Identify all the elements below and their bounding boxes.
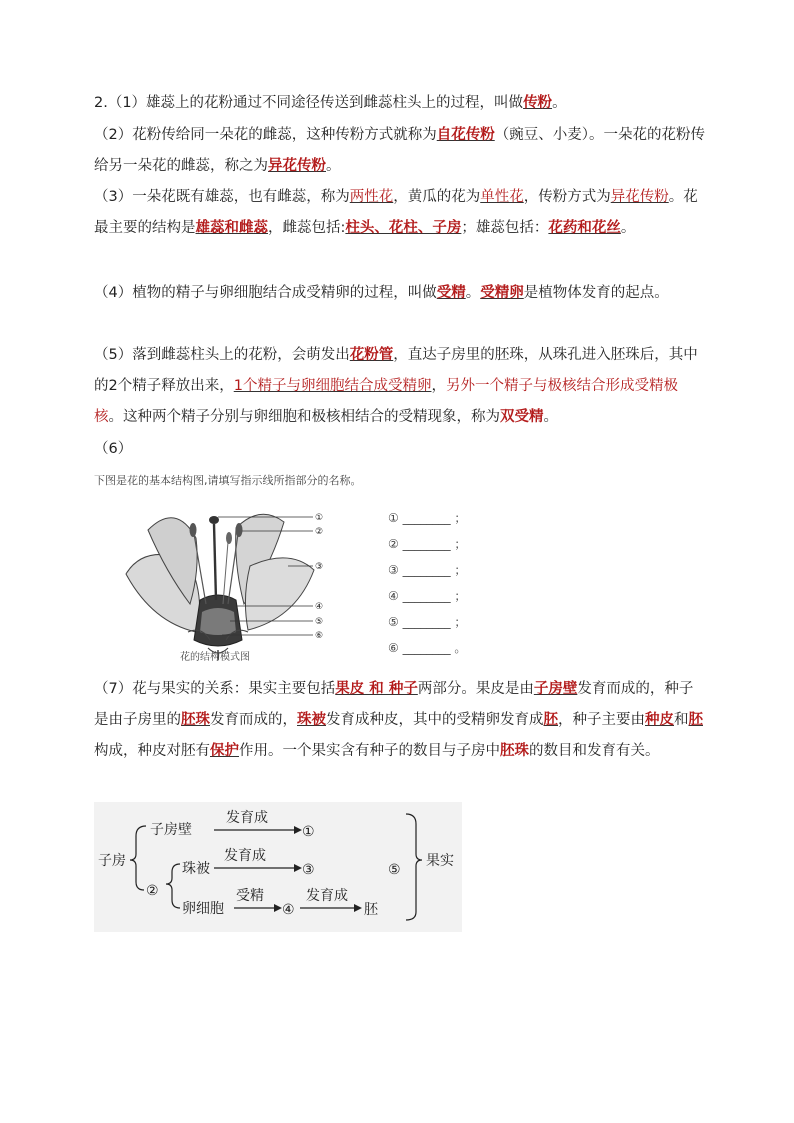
- answer-cross-pollination: 异花传粉: [268, 158, 326, 174]
- ovule: [200, 608, 236, 635]
- text: 的数目和发育有关。: [529, 743, 660, 759]
- anther-right: [236, 523, 243, 537]
- text: 。这种两个精子分别与卵细胞和极核相结合的受精现象，称为: [108, 409, 500, 425]
- flow-egg: 卵细胞: [182, 901, 224, 917]
- figure-caption: 花的结构模式图: [180, 652, 250, 663]
- text: 。: [543, 409, 558, 425]
- marker-4: ④: [315, 602, 324, 612]
- text: （2）花粉传给同一朵花的雌蕊，这种传粉方式就称为: [94, 127, 437, 143]
- marker-5: ⑤: [315, 617, 324, 627]
- fill-in-3[interactable]: ③ ________ ；: [388, 563, 467, 577]
- text: ；雄蕊包括：: [461, 220, 549, 236]
- marker-1: ①: [315, 513, 324, 523]
- text: 是植物体发育的起点。: [523, 285, 669, 301]
- fill-in-list: [388, 508, 466, 664]
- text: ，: [431, 378, 446, 394]
- flow-ovary-wall: 子房壁: [150, 822, 192, 838]
- fill-in-2[interactable]: ② ________ ；: [388, 537, 467, 551]
- text: ，黄瓜的花为: [393, 189, 481, 205]
- figure-instruction: 下图是花的基本结构图,请填写指示线所指部分的名称。: [94, 474, 362, 487]
- marker-3: ③: [315, 562, 324, 572]
- text: 作用。一个果实含有种子的数目与子房中: [239, 743, 500, 759]
- question-2-7: [94, 674, 706, 767]
- question-2-4: [94, 278, 706, 309]
- question-2-5: [94, 340, 706, 433]
- fill-in-4[interactable]: ④ ________ ；: [388, 589, 467, 603]
- answer-sperm-egg: 1个精子与卵细胞结合成受精卵: [233, 378, 432, 394]
- answer-double-fertilization: 双受精: [500, 409, 544, 425]
- marker-2: ②: [315, 527, 324, 537]
- answer-pollen-tube: 花粉管: [349, 347, 394, 363]
- question-2-6: [94, 434, 706, 465]
- fruit-brace: [406, 814, 422, 920]
- flow-ovary: 子房: [98, 853, 126, 869]
- ovary-brace: [130, 826, 146, 890]
- filament-mid: [223, 542, 228, 604]
- text: 两部分。果皮是由: [417, 681, 534, 697]
- answer-pistil-parts: 柱头、花柱、子房: [345, 220, 462, 236]
- flow-develop-1: 发育成: [226, 810, 268, 826]
- text: 构成，种皮对胚有: [94, 743, 210, 759]
- answer-ovule-2: 胚珠: [500, 743, 529, 759]
- anther-left: [190, 523, 197, 537]
- text: 。: [552, 95, 567, 111]
- answer-bisexual: 两性花: [349, 189, 394, 205]
- answer-protect: 保护: [210, 743, 239, 759]
- question-2-3: [94, 182, 706, 244]
- fill-in-6[interactable]: ⑥ ________ 。: [388, 641, 467, 655]
- text: 。: [326, 158, 341, 174]
- text: （3）一朵花既有雄蕊，也有雌蕊，称为: [94, 189, 350, 205]
- right-petal: [245, 558, 314, 630]
- answer-stamen-parts: 花药和花丝: [548, 220, 621, 236]
- text: ，直达子房里的胚珠，从珠孔进入胚珠后，其中的2个精子释放出来，: [94, 347, 698, 394]
- marker-6: ⑥: [315, 631, 324, 641]
- ovule-brace: [166, 864, 180, 908]
- answer-ovary-wall: 子房壁: [533, 681, 578, 697]
- answer-embryo-2: 胚: [688, 712, 703, 728]
- text: 发育成种皮，其中的受精卵发育成: [326, 712, 544, 728]
- flow-n5: ⑤: [388, 862, 401, 878]
- answer-zygote: 受精卵: [480, 285, 524, 301]
- stigma: [209, 516, 219, 524]
- diagram-markers: [315, 513, 323, 641]
- answer-cross-pollination-2: 异花传粉: [610, 189, 669, 205]
- fruit-development-diagram: [94, 802, 462, 932]
- text: 发育而成的，种子是由子房里的: [94, 681, 694, 728]
- anther-mid: [226, 532, 232, 544]
- text: ，种子主要由: [558, 712, 645, 728]
- text: ，雌蕊包括:: [268, 220, 346, 236]
- fill-in-1[interactable]: ① ________ ；: [388, 511, 467, 525]
- filament-right: [228, 534, 238, 604]
- text: （7）花与果实的关系：果实主要包括: [94, 681, 336, 697]
- answer-seed-coat: 种皮: [645, 712, 674, 728]
- text: （6）: [94, 441, 133, 457]
- text: 发育而成的，: [210, 712, 297, 728]
- answer-ovule: 胚珠: [181, 712, 210, 728]
- flower-diagram: [118, 500, 328, 660]
- answer-sperm-polar: 另外一个精子与极核结合形成受精极核: [94, 378, 678, 425]
- flow-n1: ①: [302, 824, 315, 840]
- answer-integument: 珠被: [297, 712, 326, 728]
- answer-fertilization: 受精: [436, 285, 466, 301]
- flow-n2: ②: [146, 883, 159, 899]
- fill-in-5[interactable]: ⑤ ________ ；: [388, 615, 467, 629]
- text: 。花最主要的结构是: [94, 189, 698, 236]
- text: 。: [465, 285, 481, 301]
- question-2-2: [94, 120, 706, 182]
- flow-embryo: 胚: [364, 902, 378, 918]
- question-2-1: [94, 88, 706, 119]
- text: （豌豆、小麦）。一朵花的花粉传给另一朵花的雌蕊，称之为: [94, 127, 705, 174]
- answer-main-structure: 雄蕊和雌蕊: [195, 220, 268, 236]
- style: [214, 524, 216, 600]
- flow-develop-2: 发育成: [224, 848, 266, 864]
- text: （4）植物的精子与卵细胞结合成受精卵的过程，叫做: [94, 285, 437, 301]
- text: （5）落到雌蕊柱头上的花粉，会萌发出: [94, 347, 350, 363]
- answer-fruit-parts: 果皮 和 种子: [335, 681, 418, 697]
- answer-unisexual: 单性花: [480, 189, 524, 205]
- flow-fert: 受精: [236, 888, 264, 904]
- flow-n4: ④: [282, 902, 295, 918]
- answer-embryo: 胚: [543, 712, 558, 728]
- flow-develop-3: 发育成: [306, 888, 348, 904]
- answer-self-pollination: 自花传粉: [436, 127, 495, 143]
- text: ，传粉方式为: [523, 189, 611, 205]
- flow-n3: ③: [302, 862, 315, 878]
- answer-pollination: 传粉: [523, 95, 553, 111]
- text: 2.（1）雄蕊上的花粉通过不同途径传送到雌蕊柱头上的过程，叫做: [94, 95, 524, 111]
- flow-integument: 珠被: [182, 861, 210, 877]
- text: 和: [674, 712, 689, 728]
- text: 。: [620, 220, 636, 236]
- flow-svg: [94, 802, 462, 932]
- flow-text: [98, 809, 454, 918]
- flow-fruit: 果实: [426, 853, 454, 869]
